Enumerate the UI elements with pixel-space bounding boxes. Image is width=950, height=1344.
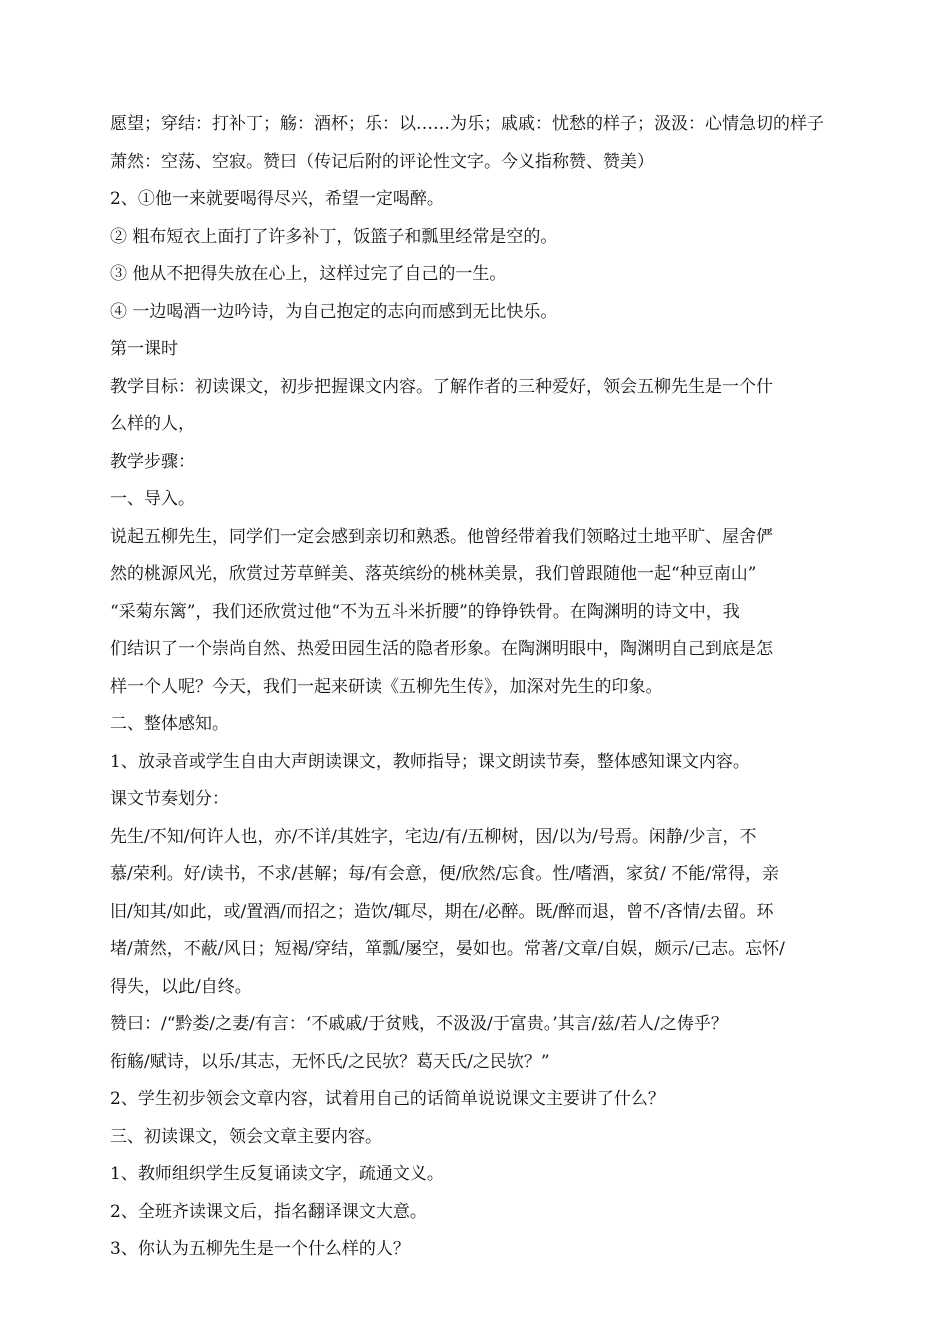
- text-line: 赞曰：/“黔娄/之妻/有言：‘不戚戚/于贫贱，不汲汲/于富贵。’其言/兹/若人/之俦乎？: [110, 1014, 728, 1034]
- text-line: 3、你认为五柳先生是一个什么样的人？: [110, 1239, 410, 1259]
- text-line: ② 粗布短衣上面打了许多补丁，饭篮子和瓢里经常是空的。: [110, 226, 558, 247]
- section-heading: 一、导入。: [110, 489, 195, 509]
- text-line: 愿望；穿结：打补丁；觞：酒杯；乐：以……为乐；戚戚：忧愁的样子；汲汲：心情急切的样子: [110, 114, 824, 134]
- section-heading: 二、整体感知。: [110, 714, 229, 734]
- document-page: [110, 106, 846, 1269]
- section-heading: 三、初读课文，领会文章主要内容。: [110, 1126, 382, 1147]
- text-line: 么样的人，: [110, 414, 195, 434]
- text-line: 堵/萧然，不蔽/风日；短褐/穿结，箪瓢/屡空，晏如也。常著/文章/自娱，颇示/己志。忘怀/: [110, 939, 785, 959]
- text-line: 旧/知其/如此，或/置酒/而招之；造饮/辄尽，期在/必醉。既/醉而退，曾不/吝情/去留。环: [110, 901, 774, 922]
- text-line: 得失，以此/自终。: [110, 976, 252, 997]
- text-line: 们结识了一个崇尚自然、热爱田园生活的隐者形象。在陶渊明眼中，陶渊明自己到底是怎: [110, 639, 773, 659]
- text-line: 2、全班齐读课文后，指名翻译课文大意。: [110, 1201, 427, 1222]
- text-line: “采菊东篱”，我们还欣赏过他“不为五斗米折腰”的铮铮铁骨。在陶渊明的诗文中，我: [110, 601, 740, 622]
- text-line: ④ 一边喝酒一边吟诗，为自己抱定的志向而感到无比快乐。: [110, 301, 558, 322]
- text-line: 2、①他一来就要喝得尽兴，希望一定喝醉。: [110, 189, 444, 209]
- text-line: 说起五柳先生，同学们一定会感到亲切和熟悉。他曾经带着我们领略过土地平旷、屋舍俨: [110, 526, 773, 547]
- text-line: 然的桃源风光，欣赏过芳草鲜美、落英缤纷的桃林美景，我们曾跟随他一起“种豆南山”: [110, 564, 757, 584]
- text-line: 教学步骤：: [110, 451, 195, 472]
- text-line: 2、学生初步领会文章内容，试着用自己的话简单说说课文主要讲了什么？: [110, 1089, 665, 1109]
- text-line: 慕/荣利。好/读书，不求/甚解；每/有会意，便/欣然/忘食。性/嗜酒，家贫/ 不能/常得，亲: [110, 864, 779, 884]
- text-line: 1、放录音或学生自由大声朗读课文，教师指导；课文朗读节奏，整体感知课文内容。: [110, 751, 750, 772]
- text-line: 1、教师组织学生反复诵读文字，疏通文义。: [110, 1164, 444, 1184]
- text-line: 先生/不知/何许人也，亦/不详/其姓字，宅边/有/五柳树，因/以为/号焉。闲静/少言，不: [110, 826, 757, 847]
- section-heading: 第一课时: [110, 339, 178, 359]
- text-line: ③ 他从不把得失放在心上，这样过完了自己的一生。: [110, 264, 507, 284]
- text-line: 样一个人呢？今天，我们一起来研读《五柳先生传》，加深对先生的印象。: [110, 676, 663, 697]
- text-line: 课文节奏划分：: [110, 789, 229, 809]
- text-line: 衔觞/赋诗，以乐/其志，无怀氏/之民欤？葛天氏/之民欤？”: [110, 1051, 550, 1072]
- text-line: 萧然：空荡、空寂。赞曰（传记后附的评论性文字。今义指称赞、赞美）: [110, 151, 654, 172]
- text-line: 教学目标：初读课文，初步把握课文内容。了解作者的三种爱好，领会五柳先生是一个什: [110, 376, 773, 397]
